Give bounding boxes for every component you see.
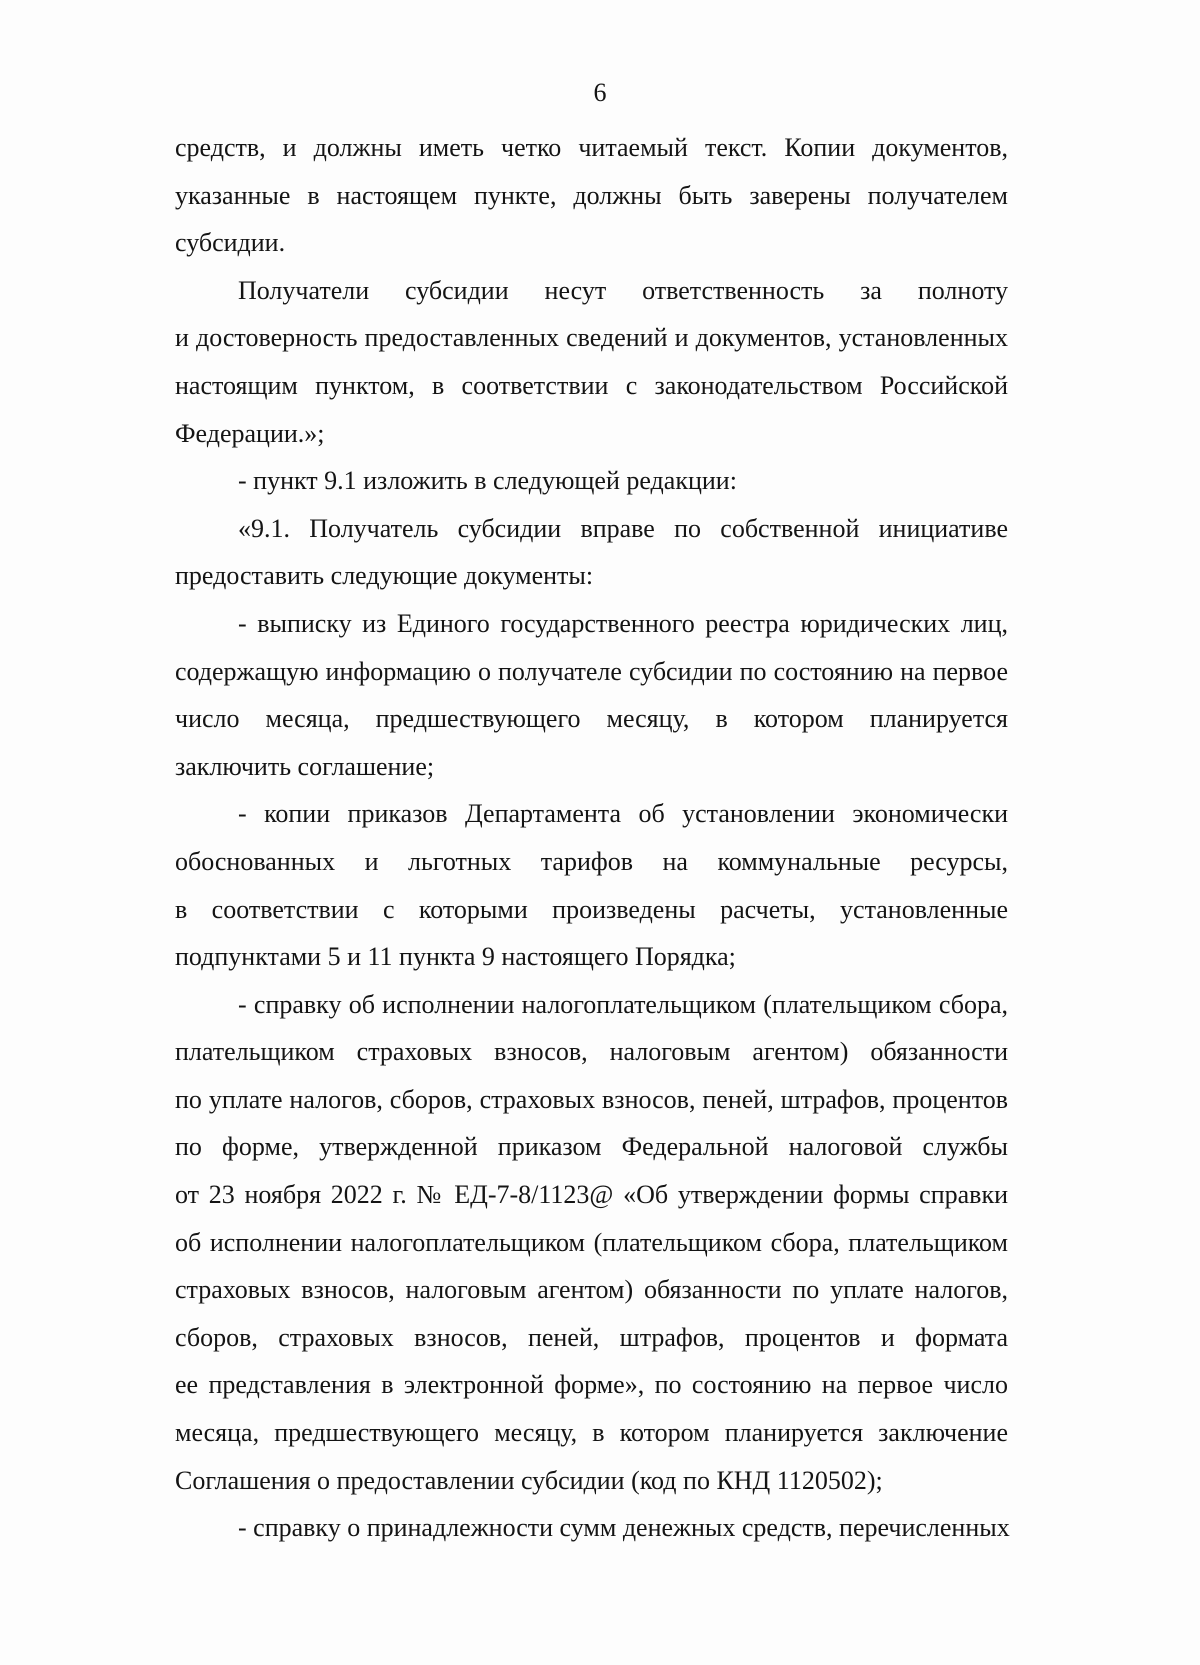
text-line: страховых взносов, налоговым агентом) обязанности по уплате налогов, [175,1275,1008,1305]
paragraph [175,600,1008,790]
page-number: 6 [593,78,607,107]
text-line: и достоверность предоставленных сведений и документов, установленных [175,323,1008,353]
text-line: по форме, утвержденной приказом Федеральной налоговой службы [175,1132,1008,1162]
text-line: - справку об исполнении налогоплательщиком (плательщиком сбора, [238,989,1008,1019]
text-line: настоящим пунктом, в соответствии с законодательством Российской [175,370,1008,400]
paragraph [175,981,1008,1505]
text-line: в соответствии с которыми произведены расчеты, установленные [175,894,1008,924]
text-line: - копии приказов Департамента об установлении экономически [238,799,1008,829]
text-line: сборов, страховых взносов, пеней, штрафов, процентов и формата [175,1322,1008,1352]
text-line: содержащую информацию о получателе субсидии по состоянию на первое [175,656,1008,686]
paragraph [175,505,1008,600]
text-line: субсидии. [175,228,286,258]
paragraph [175,1504,1008,1552]
text-line: указанные в настоящем пункте, должны быть заверены получателем [175,180,1008,210]
text-line: плательщиком страховых взносов, налоговым агентом) обязанности [175,1037,1008,1067]
text-line: - выписку из Единого государственного реестра юридических лиц, [238,608,1008,638]
text-line: Федерации.»; [175,418,325,448]
text-line: ее представления в электронной форме», по состоянию на первое число [175,1370,1008,1400]
text-line: - справку о принадлежности сумм денежных средств, перечисленных [238,1513,1010,1543]
text-line: «9.1. Получатель субсидии вправе по собственной инициативе [238,513,1008,543]
text-line: обоснованных и льготных тарифов на коммунальные ресурсы, [175,846,1008,876]
paragraph [175,267,1008,457]
text-line: об исполнении налогоплательщиком (плательщиком сбора, плательщиком [175,1227,1008,1257]
paragraph [175,790,1008,980]
text-line: от 23 ноября 2022 г. № ЕД-7-8/1123@ «Об утверждении формы справки [175,1180,1008,1210]
text-line: число месяца, предшествующего месяцу, в котором планируется [175,704,1008,734]
text-line: месяца, предшествующего месяцу, в котором планируется заключение [175,1418,1008,1448]
text-line: предоставить следующие документы: [175,561,594,591]
text-line: - пункт 9.1 изложить в следующей редакции: [238,466,737,496]
text-line: заключить соглашение; [175,751,435,781]
text-line: Получатели субсидии несут ответственность за полноту [238,275,1008,305]
text-line: Соглашения о предоставлении субсидии (код по КНД 1120502); [175,1465,883,1495]
text-line: по уплате налогов, сборов, страховых взносов, пеней, штрафов, процентов [175,1084,1008,1114]
document-body [175,124,1008,1552]
paragraph [175,124,1008,267]
paragraph [175,457,1008,505]
text-line: средств, и должны иметь четко читаемый текст. Копии документов, [175,133,1008,162]
text-line: подпунктами 5 и 11 пункта 9 настоящего Порядка; [175,942,736,972]
